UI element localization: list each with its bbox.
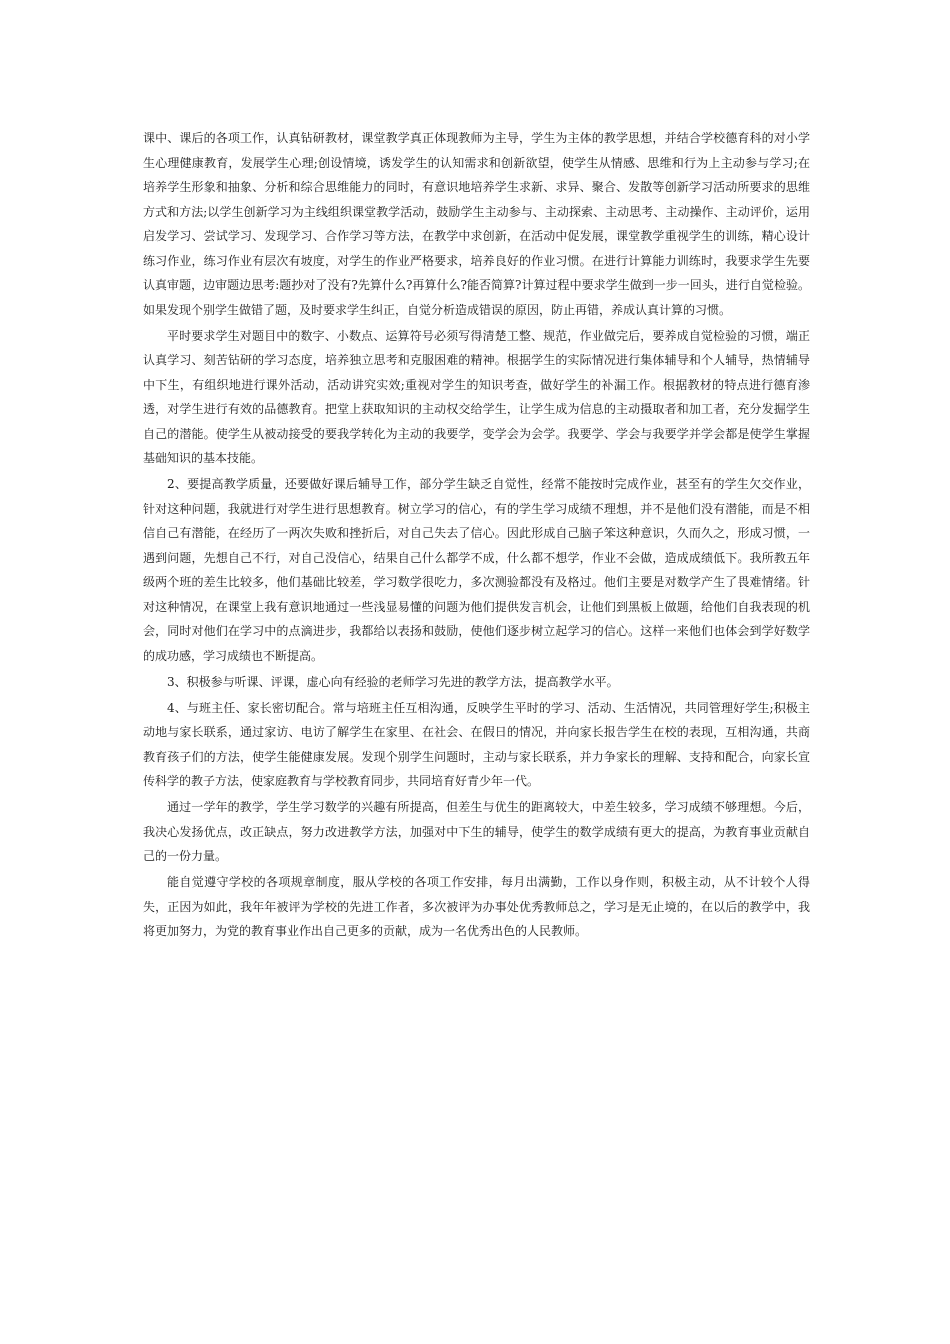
document-body	[143, 126, 810, 945]
paragraph-6: 通过一学年的教学，学生学习数学的兴趣有所提高，但差生与优生的距离较大，中差生较多，学习成绩不够理想。今后，我决心发扬优点，改正缺点，努力改进教学方法，加强对中下生的辅导，使学生的数学成绩有更大的提高，为教育事业贡献自己的一份力量。	[143, 800, 810, 863]
paragraph-7: 能自觉遵守学校的各项规章制度，服从学校的各项工作安排，每月出满勤，工作以身作则，积极主动，从不计较个人得失，正因为如此，我年年被评为学校的先进工作者，多次被评为办事处优秀教师总之，学习是无止境的，在以后的教学中，我将更加努力，为党的教育事业作出自己更多的贡献，成为一名优秀出色的人民教师。	[143, 875, 810, 938]
paragraph-5: 4、与班主任、家长密切配合。常与培班主任互相沟通，反映学生平时的学习、活动、生活情况，共同管理好学生;积极主动地与家长联系，通过家访、电访了解学生在家里、在社会、在假日的情况，并向家长报告学生在校的表现，互相沟通，共商教育孩子们的方法，使学生能健康发展。发现个别学生问题时，主动与家长联系，并力争家长的理解、支持和配合，向家长宣传科学的教子方法，使家庭教育与学校教育同步，共同培育好青少年一代。	[143, 700, 810, 788]
paragraph-4: 3、积极参与听课、评课，虚心向有经验的老师学习先进的教学方法，提高教学水平。	[167, 674, 619, 689]
paragraph-3: 2、要提高教学质量，还要做好课后辅导工作，部分学生缺乏自觉性，经常不能按时完成作业，甚至有的学生欠交作业，针对这种问题，我就进行对学生进行思想教育。树立学习的信心，有的学生学习成绩不理想，并不是他们没有潜能，而是不相信自己有潜能，在经历了一两次失败和挫折后，对自己失去了信心。因此形成自己脑子笨这种意识，久而久之，形成习惯，一遇到问题，先想自己不行，对自己没信心，结果自己什么都学不成，什么都不想学，作业不会做，造成成绩低下。我所教五年级两个班的差生比较多，他们基础比较差，学习数学很吃力，多次测验都没有及格过。他们主要是对数学产生了畏难情绪。针对这种情况，在课堂上我有意识地通过一些浅显易懂的问题为他们提供发言机会，让他们到黑板上做题，给他们自我表现的机会，同时对他们在学习中的点滴进步，我都给以表扬和鼓励，使他们逐步树立起学习的信心。这样一来他们也体会到学好数学的成功感，学习成绩也不断提高。	[143, 477, 810, 663]
paragraph-1: 课中、课后的各项工作，认真钻研教材，课堂教学真正体现教师为主导，学生为主体的教学思想，并结合学校德育科的对小学生心理健康教育，发展学生心理;创设情境，诱发学生的认知需求和创新欲望，使学生从情感、思维和行为上主动参与学习;在培养学生形象和抽象、分析和综合思维能力的同时，有意识地培养学生求新、求异、聚合、发散等创新学习活动所要求的思维方式和方法;以学生创新学习为主线组织课堂教学活动，鼓励学生主动参与、主动探索、主动思考、主动操作、主动评价，运用启发学习、尝试学习、发现学习、合作学习等方法，在教学中求创新，在活动中促发展，课堂教学重视学生的训练，精心设计练习作业，练习作业有层次有坡度，对学生的作业严格要求，培养良好的作业习惯。在进行计算能力训练时，我要求学生先要认真审题，边审题边思考:题抄对了没有?先算什么?再算什么?能否简算?计算过程中要求学生做到一步一回头，进行自觉检验。如果发现个别学生做错了题，及时要求学生纠正，自觉分析造成错误的原因，防止再错，养成认真计算的习惯。	[143, 131, 810, 317]
paragraph-2: 平时要求学生对题目中的数字、小数点、运算符号必须写得清楚工整、规范，作业做完后，要养成自觉检验的习惯，端正认真学习、刻苦钻研的学习态度，培养独立思考和克服困难的精神。根据学生的实际情况进行集体辅导和个人辅导，热情辅导中下生，有组织地进行课外活动，活动讲究实效;重视对学生的知识考查，做好学生的补漏工作。根据教材的特点进行德育渗透，对学生进行有效的品德教育。把堂上获取知识的主动权交给学生，让学生成为信息的主动摄取者和加工者，充分发掘学生自己的潜能。使学生从被动接受的要我学转化为主动的我要学，变学会为会学。我要学、学会与我要学并学会都是使学生掌握基础知识的基本技能。	[143, 328, 810, 465]
